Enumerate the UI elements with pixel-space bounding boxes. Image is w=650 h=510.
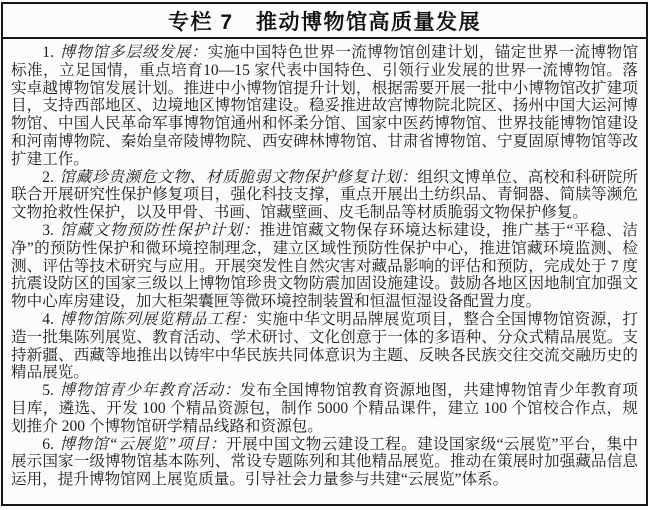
item-lead: 博物馆多层级发展： <box>59 44 208 61</box>
item-number: 4. <box>42 310 54 328</box>
item-number: 3. <box>42 221 54 239</box>
item-body: 组织文博单位、高校和科研院所联合开展研究性保护修复项目，强化科技支撑，重点开展出土纺织品、青铜器、简牍等濒危文物抢救性保护，以及甲骨、书画、馆藏壁画、皮毛制品等材质脆弱文物保护修复。 <box>11 168 638 222</box>
item-body: 开展中国文物云建设工程。建设国家级“云展览”平台，集中展示国家一级博物馆基本陈列、常设专题陈列和其他精品展览。推动在策展时加强藏品信息运用，提升博物馆网上展览质量。引导社会力量参与共建“云展览”体系。 <box>11 435 638 489</box>
list-item <box>11 311 638 382</box>
item-body: 实施中国特色世界一流博物馆创建计划，锚定世界一流博物馆标准，立足国情，重点培育10—15 家代表中国特色、引领行业发展的世界一流博物馆。落实卓越博物馆发展计划。推进中小博物馆提升计划，根据需要开展一批中小博物馆改扩建项目，支持西部地区、边境地区博物馆建设。稳妥推进故宫博物院北院区、扬州中国大运河博物馆、中国人民革命军事博物馆通州和怀柔分馆、国家中医药博物馆、世界技能博物馆建设和河南博物院、秦始皇帝陵博物院、西安碑林博物馆、甘肃省博物馆、宁夏固原博物馆等改扩建工作。 <box>11 44 638 168</box>
item-lead: 馆藏珍贵濒危文物、材质脆弱文物保护修复计划： <box>59 168 418 186</box>
item-body: 发布全国博物馆教育资源地图，共建博物馆青少年教育项目库，遴选、开发 100 个精品资源包，制作 5000 个精品课件，建立 100 个馆校合作点，规划推介 200 个博物馆研学精品线路和资源包。 <box>11 382 638 435</box>
item-body: 推进馆藏文物保存环境达标建设，推广基于“平稳、洁净”的预防性保护和微环境控制理念，建立区域性预防性保护中心，推进馆藏环境监测、检测、评估等技术研究与应用。开展突发性自然灾害对藏品影响的评估和预防，完成处于 7 度抗震设防区的国家三级以上博物馆珍贵文物防震加固设施建设。鼓励各地区因地制宜加强文物中心库房建设，加大柜架囊匣等微环境控制装置和恒温恒湿设备配置力度。 <box>11 221 639 311</box>
item-number: 2. <box>42 168 54 186</box>
item-lead: 馆藏文物预防性保护计划： <box>59 221 260 239</box>
item-number: 5. <box>42 382 54 400</box>
panel-title: 专栏 7 推动博物馆高质量发展 <box>3 4 646 39</box>
item-lead: 博物馆“云展览”项目： <box>59 435 227 453</box>
item-number: 1. <box>42 44 54 61</box>
list-item <box>11 169 638 222</box>
item-body: 实施中华文明品牌展览项目，整合全国博物馆资源，打造一批集陈列展览、教育活动、学术研讨、文化创意于一体的多语种、分众式精品展览。支持新疆、西藏等地推出以铸牢中华民族共同体意识为主题、反映各民族交往交流交融历史的精品展览。 <box>11 310 638 382</box>
column-box-panel <box>1 2 648 506</box>
list-item <box>11 222 638 311</box>
panel-body <box>3 39 646 504</box>
list-item <box>11 436 638 489</box>
list-item <box>11 382 638 435</box>
list-item <box>11 44 638 169</box>
item-number: 6. <box>42 435 54 453</box>
item-lead: 博物馆陈列展览精品工程： <box>59 310 257 328</box>
item-lead: 博物馆青少年教育活动： <box>59 382 241 400</box>
